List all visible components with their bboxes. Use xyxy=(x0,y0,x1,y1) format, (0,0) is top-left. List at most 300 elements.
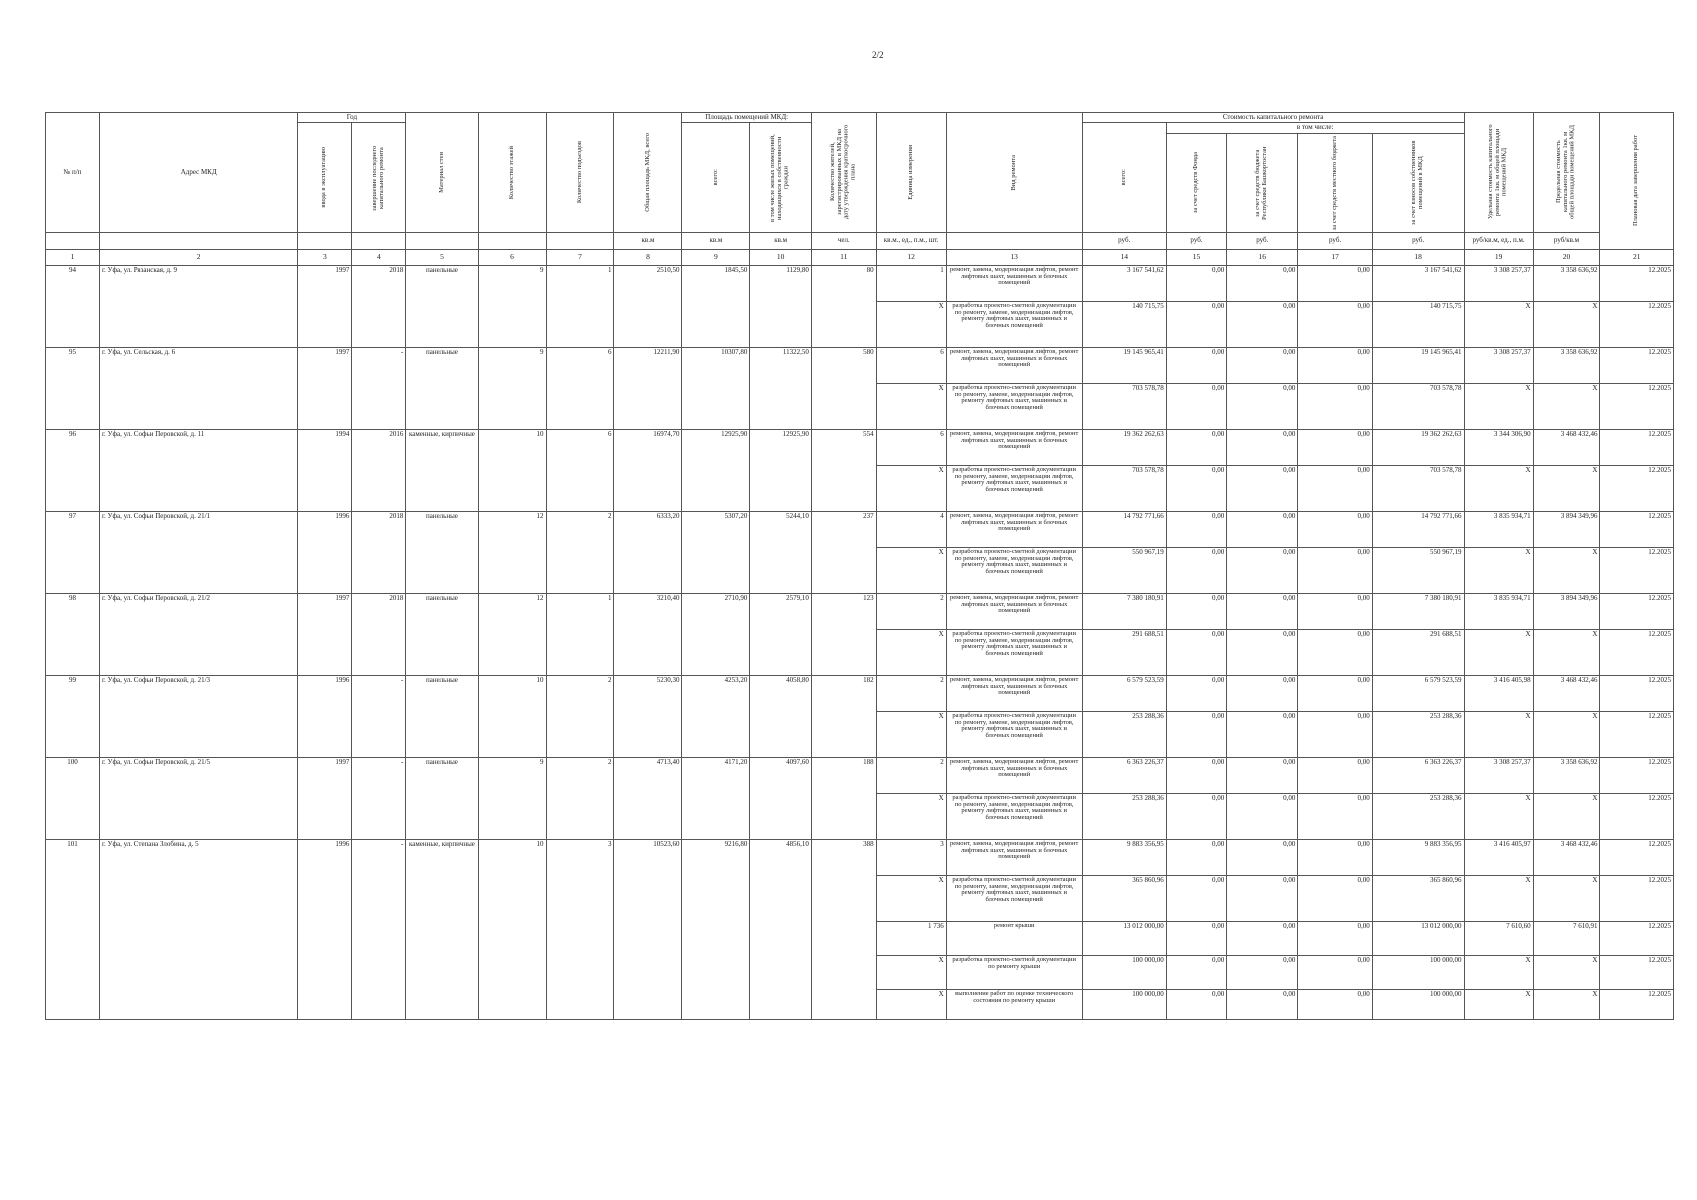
year-last-repair: 2018 xyxy=(352,593,406,675)
cost-local: 0,00 xyxy=(1298,347,1372,383)
unit-cell: руб. xyxy=(1166,232,1226,249)
cost-local: 0,00 xyxy=(1298,955,1372,989)
header-fund-text: за счет средств Фонда xyxy=(1192,152,1200,214)
header-floors-text: Количество этажей xyxy=(507,145,515,199)
cost-local: 0,00 xyxy=(1298,793,1372,839)
completion-date: 12.2025 xyxy=(1600,875,1674,921)
limit-cost: X xyxy=(1533,711,1600,757)
cost-owners: 7 380 180,91 xyxy=(1372,593,1464,629)
year-commission: 1997 xyxy=(298,757,352,839)
header-date-text: Плановая дата завершения работ xyxy=(1632,135,1640,227)
column-number: 9 xyxy=(682,249,750,265)
column-number: 19 xyxy=(1464,249,1533,265)
completion-date: 12.2025 xyxy=(1600,955,1674,989)
cost-owners: 253 288,36 xyxy=(1372,793,1464,839)
cost-total: 19 362 262,63 xyxy=(1082,429,1166,465)
cost-republic: 0,00 xyxy=(1227,793,1298,839)
header-premises: Площадь помещений МКД: xyxy=(682,113,811,123)
column-number: 18 xyxy=(1372,249,1464,265)
limit-cost: 3 358 636,92 xyxy=(1533,265,1600,301)
cost-owners: 19 362 262,63 xyxy=(1372,429,1464,465)
cost-local: 0,00 xyxy=(1298,265,1372,301)
work-type: ремонт крыши xyxy=(946,921,1082,955)
work-type: ремонт, замена, модернизация лифтов, ремонт лифтовых шахт, машинных и блочных помещений xyxy=(946,593,1082,629)
residents-count: 188 xyxy=(811,757,876,839)
unit-cost: 3 835 934,71 xyxy=(1464,593,1533,629)
work-quantity: 3 xyxy=(876,839,946,875)
cost-republic: 0,00 xyxy=(1227,547,1298,593)
repair-plan-table xyxy=(45,112,1674,1020)
work-quantity: X xyxy=(876,629,946,675)
entrances-count: 3 xyxy=(546,839,614,1019)
header-cost-total-text: всего: xyxy=(1119,169,1127,186)
floors-count: 9 xyxy=(478,265,546,347)
residential-area: 12925,90 xyxy=(750,429,812,511)
cost-fund: 0,00 xyxy=(1166,429,1226,465)
cost-republic: 0,00 xyxy=(1227,629,1298,675)
cost-fund: 0,00 xyxy=(1166,711,1226,757)
unit-cost: 3 416 405,98 xyxy=(1464,675,1533,711)
entrances-count: 6 xyxy=(546,429,614,511)
completion-date: 12.2025 xyxy=(1600,793,1674,839)
entrances-count: 1 xyxy=(546,265,614,347)
column-number: 13 xyxy=(946,249,1082,265)
units-empty-2 xyxy=(99,232,297,249)
unit-cost: X xyxy=(1464,383,1533,429)
header-limit-cost xyxy=(1533,113,1600,233)
header-work xyxy=(946,113,1082,233)
cost-fund: 0,00 xyxy=(1166,301,1226,347)
work-type: разработка проектно-сметной документации по ремонту, замене, модернизации лифтов, ремонту лифтовых шахт, машинных и блочных помещений xyxy=(946,383,1082,429)
residents-count: 554 xyxy=(811,429,876,511)
cost-republic: 0,00 xyxy=(1227,465,1298,511)
cost-republic: 0,00 xyxy=(1227,347,1298,383)
cost-republic: 0,00 xyxy=(1227,757,1298,793)
header-premises-residential xyxy=(750,123,812,232)
house-address: г. Уфа, ул. Софьи Перовской, д. 21/5 xyxy=(99,757,297,839)
residential-area: 2579,10 xyxy=(750,593,812,675)
house-address: г. Уфа, ул. Софьи Перовской, д. 11 xyxy=(99,429,297,511)
unit-cost: 3 344 306,90 xyxy=(1464,429,1533,465)
completion-date: 12.2025 xyxy=(1600,465,1674,511)
header-work-text: Вид ремонта xyxy=(1009,154,1017,191)
total-area: 6333,20 xyxy=(614,511,682,593)
unit-cost: X xyxy=(1464,465,1533,511)
limit-cost: 3 468 432,46 xyxy=(1533,429,1600,465)
unit-cost: 3 308 257,37 xyxy=(1464,265,1533,301)
work-quantity: X xyxy=(876,711,946,757)
header-premises-total-text: всего: xyxy=(711,169,719,186)
header-republic xyxy=(1227,133,1298,232)
cost-republic: 0,00 xyxy=(1227,301,1298,347)
cost-fund: 0,00 xyxy=(1166,265,1226,301)
work-type: разработка проектно-сметной документации по ремонту крыши xyxy=(946,955,1082,989)
completion-date: 12.2025 xyxy=(1600,757,1674,793)
cost-local: 0,00 xyxy=(1298,675,1372,711)
header-entrances-text: Количество подъездов xyxy=(575,141,583,204)
cost-owners: 14 792 771,66 xyxy=(1372,511,1464,547)
work-type: разработка проектно-сметной документации по ремонту, замене, модернизации лифтов, ремонту лифтовых шахт, машинных и блочных помещений xyxy=(946,629,1082,675)
total-area: 3210,40 xyxy=(614,593,682,675)
completion-date: 12.2025 xyxy=(1600,675,1674,711)
header-premises-total xyxy=(682,123,750,232)
page-number: 2/2 xyxy=(872,50,884,60)
units-empty-1 xyxy=(46,232,100,249)
limit-cost: X xyxy=(1533,301,1600,347)
residents-count: 580 xyxy=(811,347,876,429)
limit-cost: X xyxy=(1533,793,1600,839)
work-quantity: X xyxy=(876,301,946,347)
header-address: Адрес МКД xyxy=(99,113,297,233)
unit-cost: 3 416 405,97 xyxy=(1464,839,1533,875)
house-number: 100 xyxy=(46,757,100,839)
header-owners-text: за счет взносов собственников помещений в МКД xyxy=(1410,140,1425,225)
column-number: 17 xyxy=(1298,249,1372,265)
premises-area: 9216,80 xyxy=(682,839,750,1019)
column-number: 8 xyxy=(614,249,682,265)
completion-date: 12.2025 xyxy=(1600,301,1674,347)
limit-cost: 3 894 349,96 xyxy=(1533,511,1600,547)
residential-area: 5244,10 xyxy=(750,511,812,593)
work-type: ремонт, замена, модернизация лифтов, ремонт лифтовых шахт, машинных и блочных помещений xyxy=(946,839,1082,875)
completion-date: 12.2025 xyxy=(1600,989,1674,1019)
unit-cost: X xyxy=(1464,711,1533,757)
premises-area: 10307,80 xyxy=(682,347,750,429)
work-type: разработка проектно-сметной документации по ремонту, замене, модернизации лифтов, ремонту лифтовых шахт, машинных и блочных помещений xyxy=(946,793,1082,839)
completion-date: 12.2025 xyxy=(1600,547,1674,593)
work-type: ремонт, замена, модернизация лифтов, ремонт лифтовых шахт, машинных и блочных помещений xyxy=(946,347,1082,383)
cost-total: 19 145 965,41 xyxy=(1082,347,1166,383)
cost-fund: 0,00 xyxy=(1166,511,1226,547)
cost-total: 365 860,96 xyxy=(1082,875,1166,921)
total-area: 4713,40 xyxy=(614,757,682,839)
header-local-text: за счет средств местного бюджета xyxy=(1330,135,1338,230)
total-area: 5230,30 xyxy=(614,675,682,757)
header-owners xyxy=(1372,133,1464,232)
header-unit-text: Единица измерения xyxy=(906,144,914,200)
column-number: 15 xyxy=(1166,249,1226,265)
column-number: 3 xyxy=(298,249,352,265)
floors-count: 10 xyxy=(478,429,546,511)
column-number: 12 xyxy=(876,249,946,265)
unit-cell: руб/кв.м, ед., п.м. xyxy=(1464,232,1533,249)
year-commission: 1997 xyxy=(298,265,352,347)
wall-material: панельные xyxy=(406,511,478,593)
unit-cost: X xyxy=(1464,989,1533,1019)
work-quantity: X xyxy=(876,955,946,989)
work-type: ремонт, замена, модернизация лифтов, ремонт лифтовых шахт, машинных и блочных помещений xyxy=(946,757,1082,793)
header-total-area-text: Общая площадь МКД, всего xyxy=(643,132,651,212)
cost-fund: 0,00 xyxy=(1166,547,1226,593)
work-type: ремонт, замена, модернизация лифтов, ремонт лифтовых шахт, машинных и блочных помещений xyxy=(946,511,1082,547)
cost-owners: 703 578,78 xyxy=(1372,383,1464,429)
cost-total: 703 578,78 xyxy=(1082,383,1166,429)
cost-total: 253 288,36 xyxy=(1082,793,1166,839)
cost-fund: 0,00 xyxy=(1166,955,1226,989)
completion-date: 12.2025 xyxy=(1600,921,1674,955)
work-quantity: X xyxy=(876,875,946,921)
header-year-commission xyxy=(298,123,352,232)
header-wall-material-text: Материал стен xyxy=(437,151,445,193)
cost-total: 13 012 000,00 xyxy=(1082,921,1166,955)
house-address: г. Уфа, ул. Софьи Перовской, д. 21/3 xyxy=(99,675,297,757)
cost-republic: 0,00 xyxy=(1227,875,1298,921)
cost-fund: 0,00 xyxy=(1166,793,1226,839)
house-number: 97 xyxy=(46,511,100,593)
cost-fund: 0,00 xyxy=(1166,629,1226,675)
house-number: 95 xyxy=(46,347,100,429)
cost-fund: 0,00 xyxy=(1166,347,1226,383)
limit-cost: 3 358 636,92 xyxy=(1533,757,1600,793)
cost-total: 291 688,51 xyxy=(1082,629,1166,675)
limit-cost: 3 358 636,92 xyxy=(1533,347,1600,383)
house-number: 96 xyxy=(46,429,100,511)
limit-cost: X xyxy=(1533,989,1600,1019)
limit-cost: X xyxy=(1533,955,1600,989)
cost-owners: 703 578,78 xyxy=(1372,465,1464,511)
cost-local: 0,00 xyxy=(1298,547,1372,593)
work-quantity: X xyxy=(876,383,946,429)
cost-local: 0,00 xyxy=(1298,711,1372,757)
year-commission: 1996 xyxy=(298,675,352,757)
house-address: г. Уфа, ул. Сельская, д. 6 xyxy=(99,347,297,429)
unit-cell: кв.м xyxy=(750,232,812,249)
unit-cell: руб. xyxy=(1227,232,1298,249)
cost-owners: 100 000,00 xyxy=(1372,955,1464,989)
header-date xyxy=(1600,113,1674,250)
year-commission: 1994 xyxy=(298,429,352,511)
work-quantity: 1 xyxy=(876,265,946,301)
work-quantity: 1 736 xyxy=(876,921,946,955)
completion-date: 12.2025 xyxy=(1600,629,1674,675)
entrances-count: 1 xyxy=(546,593,614,675)
cost-republic: 0,00 xyxy=(1227,593,1298,629)
cost-owners: 550 967,19 xyxy=(1372,547,1464,593)
header-cost-total xyxy=(1082,123,1166,232)
header-limit-cost-text: Предельная стоимость капитального ремонта 1кв. м общей площади помещений МКД xyxy=(1555,125,1576,220)
header-year-last-repair-text: завершение последнего капитального ремонта xyxy=(371,144,385,211)
residential-area: 1129,80 xyxy=(750,265,812,347)
cost-republic: 0,00 xyxy=(1227,921,1298,955)
cost-fund: 0,00 xyxy=(1166,839,1226,875)
wall-material: панельные xyxy=(406,593,478,675)
total-area: 10523,60 xyxy=(614,839,682,1019)
work-quantity: 6 xyxy=(876,429,946,465)
cost-local: 0,00 xyxy=(1298,301,1372,347)
cost-owners: 6 363 226,37 xyxy=(1372,757,1464,793)
entrances-count: 6 xyxy=(546,347,614,429)
residential-area: 11322,50 xyxy=(750,347,812,429)
cost-total: 100 000,00 xyxy=(1082,989,1166,1019)
units-empty-6 xyxy=(478,232,546,249)
house-number: 99 xyxy=(46,675,100,757)
work-type: разработка проектно-сметной документации по ремонту, замене, модернизации лифтов, ремонту лифтовых шахт, машинных и блочных помещений xyxy=(946,711,1082,757)
column-number: 21 xyxy=(1600,249,1674,265)
column-number: 16 xyxy=(1227,249,1298,265)
entrances-count: 2 xyxy=(546,675,614,757)
house-number: 98 xyxy=(46,593,100,675)
header-unit-cost xyxy=(1464,113,1533,233)
unit-cell: кв.м xyxy=(682,232,750,249)
year-commission: 1997 xyxy=(298,593,352,675)
premises-area: 5307,20 xyxy=(682,511,750,593)
cost-local: 0,00 xyxy=(1298,429,1372,465)
cost-republic: 0,00 xyxy=(1227,675,1298,711)
limit-cost: X xyxy=(1533,383,1600,429)
year-last-repair: - xyxy=(352,347,406,429)
table-row xyxy=(46,675,1674,711)
cost-total: 14 792 771,66 xyxy=(1082,511,1166,547)
floors-count: 12 xyxy=(478,593,546,675)
cost-republic: 0,00 xyxy=(1227,511,1298,547)
cost-fund: 0,00 xyxy=(1166,875,1226,921)
work-type: ремонт, замена, модернизация лифтов, ремонт лифтовых шахт, машинных и блочных помещений xyxy=(946,675,1082,711)
cost-republic: 0,00 xyxy=(1227,429,1298,465)
units-empty-4 xyxy=(352,232,406,249)
cost-fund: 0,00 xyxy=(1166,921,1226,955)
completion-date: 12.2025 xyxy=(1600,347,1674,383)
house-address: г. Уфа, ул. Софьи Перовской, д. 21/2 xyxy=(99,593,297,675)
unit-cost: 3 835 934,71 xyxy=(1464,511,1533,547)
wall-material: панельные xyxy=(406,265,478,347)
cost-owners: 19 145 965,41 xyxy=(1372,347,1464,383)
limit-cost: X xyxy=(1533,629,1600,675)
limit-cost: 3 468 432,46 xyxy=(1533,839,1600,875)
column-number: 10 xyxy=(750,249,812,265)
work-quantity: 2 xyxy=(876,675,946,711)
unit-cost: X xyxy=(1464,629,1533,675)
house-number: 94 xyxy=(46,265,100,347)
column-number: 2 xyxy=(99,249,297,265)
residential-area: 4856,10 xyxy=(750,839,812,1019)
units-empty-3 xyxy=(298,232,352,249)
cost-owners: 3 167 541,62 xyxy=(1372,265,1464,301)
column-number-row xyxy=(46,249,1674,265)
unit-cost: X xyxy=(1464,301,1533,347)
cost-owners: 13 012 000,00 xyxy=(1372,921,1464,955)
header-residents-text: Количество жителей, зарегистрированных в МКД на дату утверждения краткосрочного плана xyxy=(829,125,857,220)
work-type: разработка проектно-сметной документации по ремонту, замене, модернизации лифтов, ремонту лифтовых шахт, машинных и блочных помещений xyxy=(946,465,1082,511)
wall-material: панельные xyxy=(406,757,478,839)
table-row xyxy=(46,429,1674,465)
house-address: г. Уфа, ул. Софьи Перовской, д. 21/1 xyxy=(99,511,297,593)
column-number: 20 xyxy=(1533,249,1600,265)
cost-republic: 0,00 xyxy=(1227,839,1298,875)
cost-local: 0,00 xyxy=(1298,465,1372,511)
total-area: 12211,90 xyxy=(614,347,682,429)
unit-cell: руб. xyxy=(1082,232,1166,249)
table-row xyxy=(46,511,1674,547)
header-wall-material xyxy=(406,113,478,233)
floors-count: 9 xyxy=(478,347,546,429)
unit-cost: 7 610,60 xyxy=(1464,921,1533,955)
wall-material: панельные xyxy=(406,675,478,757)
work-type: выполнение работ по оценке технического состояния по ремонту крыши xyxy=(946,989,1082,1019)
limit-cost: X xyxy=(1533,875,1600,921)
table-row xyxy=(46,757,1674,793)
premises-area: 2710,90 xyxy=(682,593,750,675)
year-commission: 1997 xyxy=(298,347,352,429)
work-quantity: 6 xyxy=(876,347,946,383)
header-year-commission-text: ввода в эксплуатацию xyxy=(320,147,328,208)
year-last-repair: 2016 xyxy=(352,429,406,511)
header-year: Год xyxy=(298,113,406,123)
premises-area: 1845,50 xyxy=(682,265,750,347)
completion-date: 12.2025 xyxy=(1600,511,1674,547)
column-number: 7 xyxy=(546,249,614,265)
cost-local: 0,00 xyxy=(1298,383,1372,429)
completion-date: 12.2025 xyxy=(1600,593,1674,629)
entrances-count: 2 xyxy=(546,511,614,593)
cost-owners: 9 883 356,95 xyxy=(1372,839,1464,875)
limit-cost: 3 468 432,46 xyxy=(1533,675,1600,711)
floors-count: 10 xyxy=(478,675,546,757)
cost-owners: 291 688,51 xyxy=(1372,629,1464,675)
header-republic-text: за счет средств бюджета Республики Башкортостан xyxy=(1254,145,1269,220)
completion-date: 12.2025 xyxy=(1600,711,1674,757)
unit-cell: руб/кв.м xyxy=(1533,232,1600,249)
cost-total: 550 967,19 xyxy=(1082,547,1166,593)
unit-cell: руб. xyxy=(1372,232,1464,249)
completion-date: 12.2025 xyxy=(1600,839,1674,875)
year-last-repair: 2018 xyxy=(352,265,406,347)
entrances-count: 2 xyxy=(546,757,614,839)
wall-material: каменные, кирпичные xyxy=(406,429,478,511)
cost-fund: 0,00 xyxy=(1166,757,1226,793)
header-entrances xyxy=(546,113,614,233)
unit-cost: 3 308 257,37 xyxy=(1464,757,1533,793)
completion-date: 12.2025 xyxy=(1600,265,1674,301)
cost-local: 0,00 xyxy=(1298,839,1372,875)
column-number: 1 xyxy=(46,249,100,265)
cost-local: 0,00 xyxy=(1298,921,1372,955)
residential-area: 4097,60 xyxy=(750,757,812,839)
year-last-repair: - xyxy=(352,839,406,1019)
units-empty-13 xyxy=(946,232,1082,249)
completion-date: 12.2025 xyxy=(1600,429,1674,465)
residents-count: 182 xyxy=(811,675,876,757)
table-row xyxy=(46,839,1674,875)
units-empty-5 xyxy=(406,232,478,249)
year-last-repair: 2018 xyxy=(352,511,406,593)
cost-local: 0,00 xyxy=(1298,757,1372,793)
residents-count: 388 xyxy=(811,839,876,1019)
cost-owners: 365 860,96 xyxy=(1372,875,1464,921)
cost-local: 0,00 xyxy=(1298,593,1372,629)
work-quantity: X xyxy=(876,547,946,593)
table-row xyxy=(46,593,1674,629)
cost-republic: 0,00 xyxy=(1227,711,1298,757)
work-type: разработка проектно-сметной документации по ремонту, замене, модернизации лифтов, ремонту лифтовых шахт, машинных и блочных помещений xyxy=(946,547,1082,593)
header-residents xyxy=(811,113,876,233)
cost-local: 0,00 xyxy=(1298,629,1372,675)
cost-owners: 253 288,36 xyxy=(1372,711,1464,757)
unit-cell: чел. xyxy=(811,232,876,249)
cost-total: 140 715,75 xyxy=(1082,301,1166,347)
table-row xyxy=(46,347,1674,383)
work-quantity: X xyxy=(876,465,946,511)
unit-cost: X xyxy=(1464,955,1533,989)
work-type: ремонт, замена, модернизация лифтов, ремонт лифтовых шахт, машинных и блочных помещений xyxy=(946,265,1082,301)
header-premises-residential-text: в том числе жилых помещений, находящихся в собственности граждан xyxy=(769,133,791,222)
cost-local: 0,00 xyxy=(1298,989,1372,1019)
column-number: 5 xyxy=(406,249,478,265)
cost-owners: 100 000,00 xyxy=(1372,989,1464,1019)
header-floors xyxy=(478,113,546,233)
cost-fund: 0,00 xyxy=(1166,989,1226,1019)
unit-cost: X xyxy=(1464,875,1533,921)
units-empty-7 xyxy=(546,232,614,249)
